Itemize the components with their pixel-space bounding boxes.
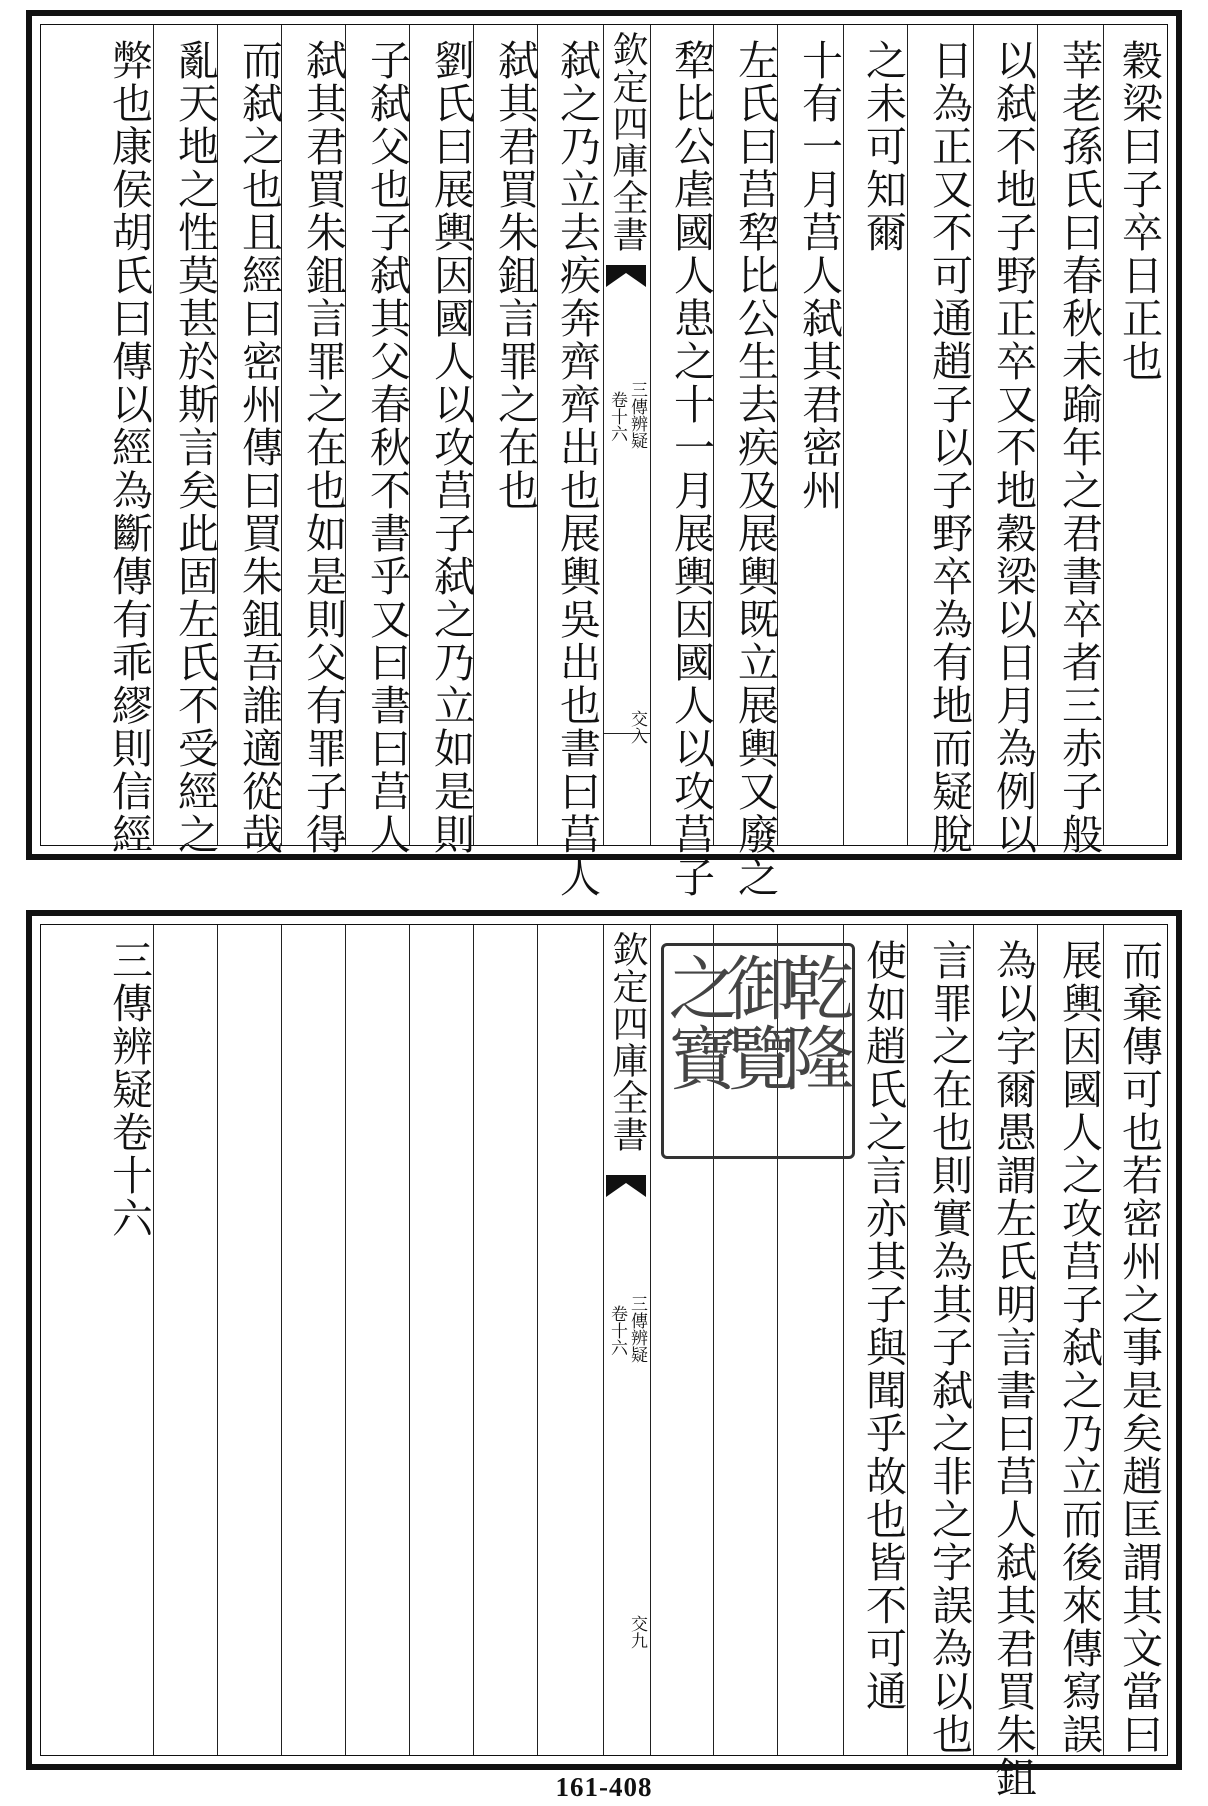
center-fold — [603, 25, 651, 845]
fold-leaf-number: 交入 — [627, 710, 647, 744]
fold-book-title: 三傳辨疑 — [627, 381, 647, 449]
column-rule — [217, 925, 218, 1755]
text-column: 為以字爾愚謂左氏明言書曰莒人弑其君買朱鉏 — [989, 939, 1037, 1799]
fishtail-mark — [606, 1175, 646, 1197]
text-column: 而弑之也且經曰密州傳曰買朱鉏吾誰適從哉 — [235, 39, 283, 856]
column-rule — [473, 925, 474, 1755]
text-column: 弑其君買朱鉏言罪之在也 — [491, 39, 539, 512]
top-page-text-area — [40, 24, 1168, 899]
text-column: 日為正又不可通趙子以子野卒為有地而疑脫 — [925, 39, 973, 856]
text-column: 而棄傳可也若密州之事是矣趙匡謂其文當曰 — [1115, 939, 1163, 1756]
column-rule — [281, 925, 282, 1755]
text-column: 亂天地之性莫甚於斯言矣此固左氏不受經之 — [171, 39, 219, 856]
fold-leaf-number: 交九 — [627, 1615, 647, 1649]
seal-glyph: 之寶 — [657, 952, 739, 1092]
fishtail-mark — [606, 265, 646, 287]
text-column: 穀梁曰子卒日正也 — [1115, 39, 1163, 383]
page-number: 161-408 — [555, 1772, 653, 1802]
volume-end-title: 三傳辨疑卷十六 — [105, 939, 153, 1240]
column-rule — [537, 925, 538, 1755]
text-column: 弊也康侯胡氏曰傳以經為斷傳有乖繆則信經 — [105, 39, 153, 856]
column-rule — [409, 925, 410, 1755]
fold-title: 欽定四庫全書 — [607, 931, 648, 1153]
seal-glyph: 御覽 — [715, 952, 797, 1092]
text-column: 左氏曰莒犂比公生去疾及展輿既立展輿又廢之 — [731, 39, 779, 899]
fold-book-title: 三傳辨疑 — [627, 1295, 647, 1363]
text-column: 以弑不地子野正卒又不地穀梁以日月為例以 — [989, 39, 1037, 856]
text-column: 弑之乃立去疾奔齊齊出也展輿吳出也書曰莒人 — [553, 39, 601, 899]
text-column: 之未可知爾 — [859, 39, 907, 254]
center-fold — [603, 925, 651, 1755]
text-column: 犂比公虐國人患之十一月展輿因國人以攻莒子 — [667, 39, 715, 899]
fold-title: 欽定四庫全書 — [607, 31, 648, 253]
text-column: 劉氏曰展輿因國人以攻莒子弑之乃立如是則 — [427, 39, 475, 856]
text-column: 使如趙氏之言亦其子與聞乎故也皆不可通 — [859, 939, 907, 1713]
text-column: 展輿因國人之攻莒子弑之乃立而後來傳寫誤 — [1055, 939, 1103, 1756]
text-column: 十有一月莒人弑其君密州 — [795, 39, 843, 512]
fold-volume: 卷十六 — [607, 1305, 627, 1356]
fold-rule — [604, 733, 650, 734]
text-column: 子弑父也子弑其父春秋不書乎又曰書曰莒人 — [363, 39, 411, 856]
text-column: 莘老孫氏曰春秋未踰年之君書卒者三赤子般 — [1055, 39, 1103, 856]
fold-volume: 卷十六 — [607, 391, 627, 442]
top-page-frame — [26, 10, 1182, 899]
text-column: 言罪之在也則實為其子弑之非之字誤為以也 — [925, 939, 973, 1756]
text-column: 弑其君買朱鉏言罪之在也如是則父有罪子得 — [299, 39, 347, 856]
column-rule — [345, 925, 346, 1755]
seal-glyph: 乾隆 — [773, 952, 855, 1092]
imperial-seal — [657, 943, 855, 1159]
